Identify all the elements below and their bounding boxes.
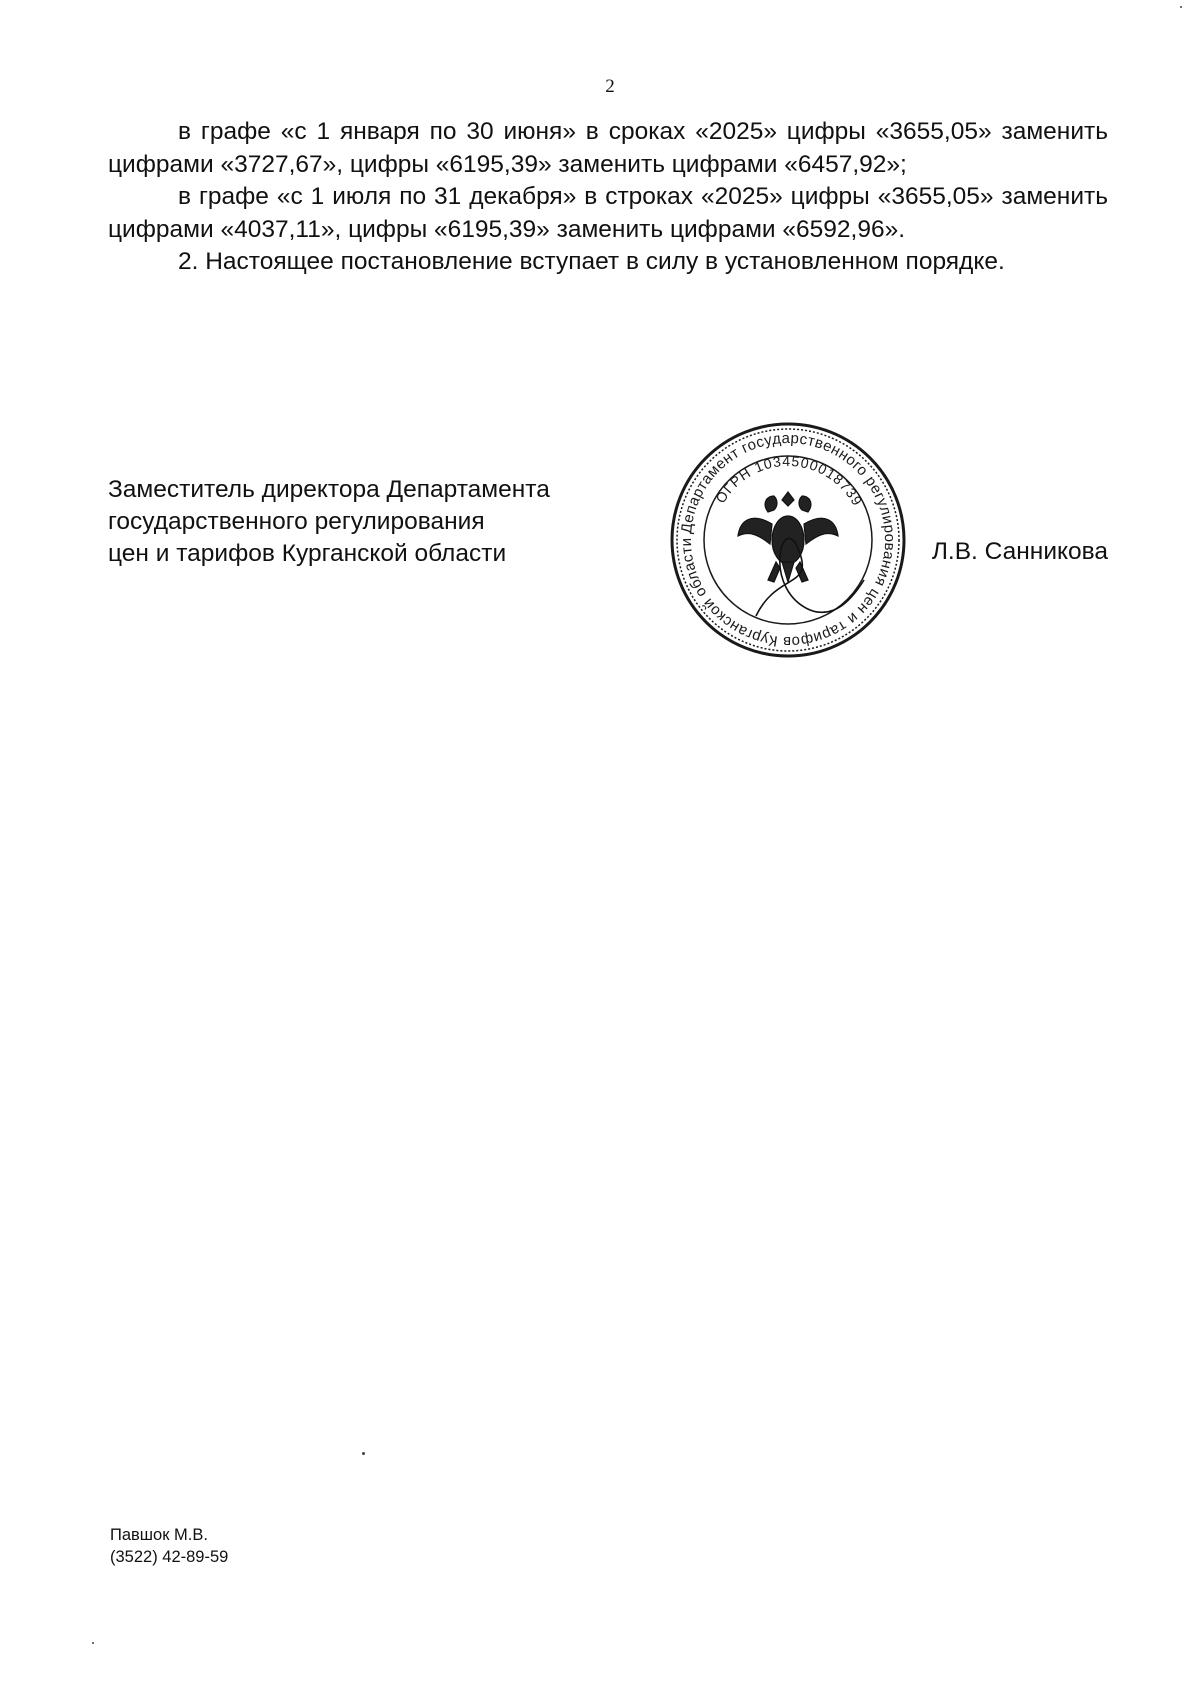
paragraph-entry-into-force: 2. Настоящее постановление вступает в силу в установленном порядке.: [178, 248, 1005, 275]
position-line: государственного регулирования: [108, 508, 485, 535]
scan-speck: [362, 1452, 365, 1455]
executor-phone: (3522) 42-89-59: [110, 1548, 229, 1566]
scan-speck: [1180, 6, 1182, 8]
signatory-position: [108, 474, 668, 570]
seal-outer-text: Департамент государственного регулирования цен и тарифов Курганской области: [677, 429, 899, 651]
document-body: [108, 116, 1108, 279]
executor-info: [110, 1524, 228, 1568]
executor-name: Павшок М.В.: [110, 1526, 208, 1544]
scan-speck: [92, 1642, 94, 1644]
page-number: 2: [605, 76, 615, 97]
signatory-name: Л.В. Санникова: [931, 538, 1108, 565]
paragraph-amendment-first-half: в графе «с 1 января по 30 июня» в сроках «2025» цифры «3655,05» заменить цифрами «3727,67», цифры «6195,39» заменить цифрами «6457,92»;: [108, 118, 1108, 178]
official-seal-stamp: [668, 420, 908, 660]
double-headed-eagle-emblem: [738, 492, 838, 582]
position-line: цен и тарифов Курганской области: [108, 540, 507, 567]
position-line: Заместитель директора Департамента: [108, 476, 550, 503]
seal-inner-text: ОГРН 1034500018739: [712, 452, 866, 509]
paragraph-amendment-second-half: в графе «с 1 июля по 31 декабря» в строках «2025» цифры «3655,05» заменить цифрами «4037,11», цифры «6195,39» заменить цифрами «6592,96».: [108, 183, 1108, 243]
